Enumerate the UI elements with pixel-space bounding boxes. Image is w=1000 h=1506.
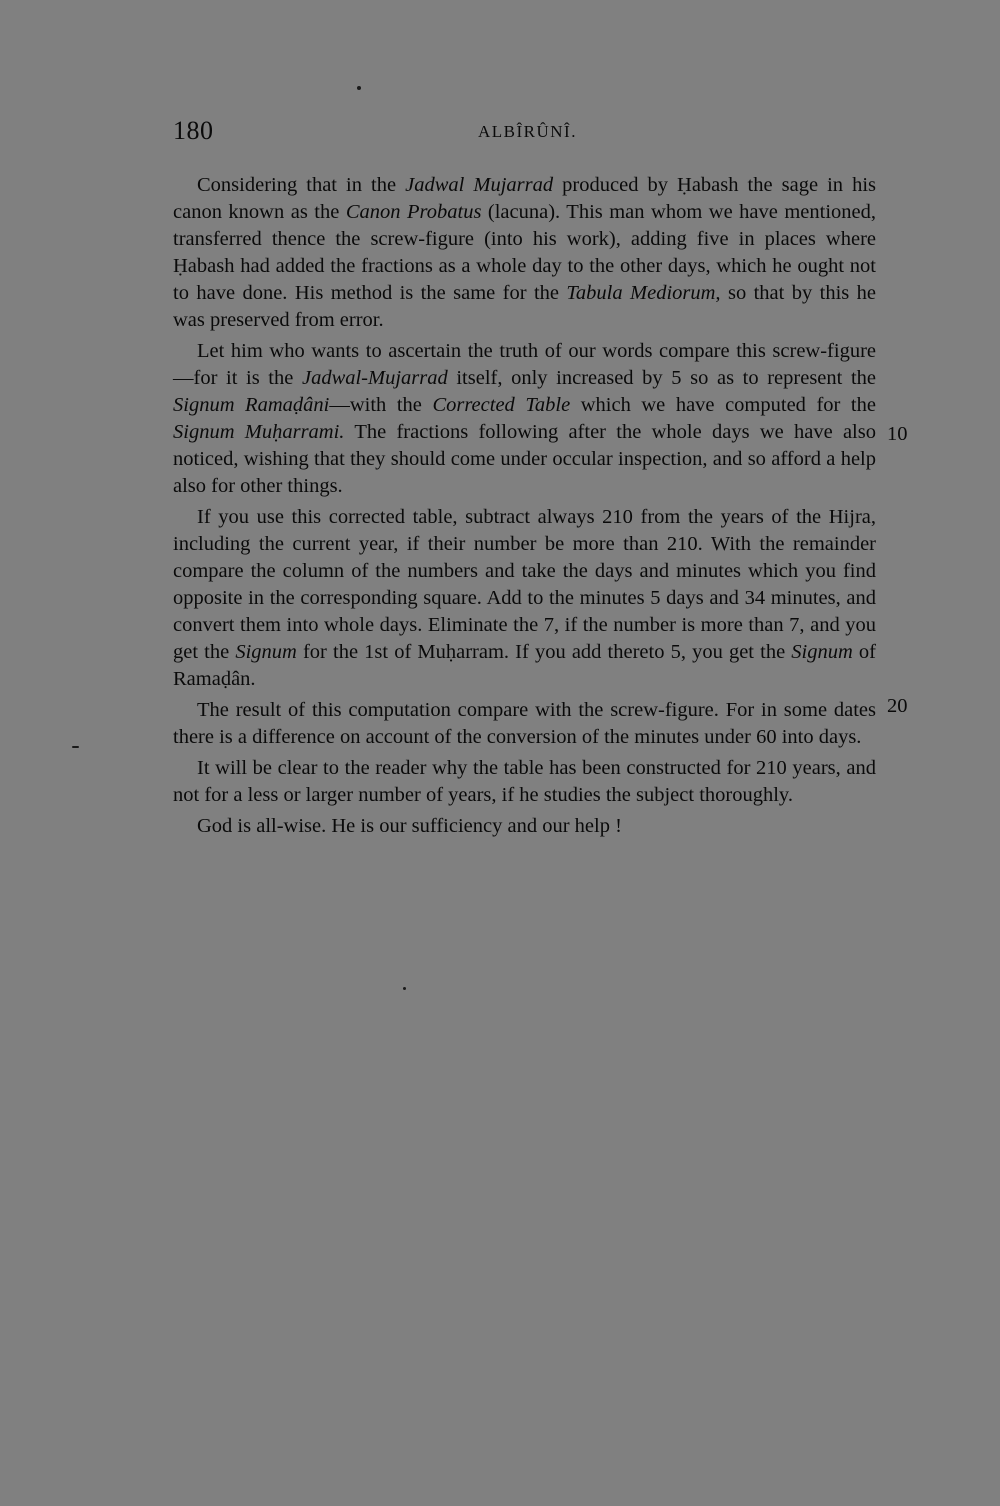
paragraph-2 [173, 338, 876, 500]
text-run: produced by Ḥabash the sage in his canon known as the [173, 174, 877, 223]
scan-speck [357, 86, 361, 90]
page-number: 180 [173, 116, 214, 145]
paragraph-4 [173, 697, 876, 751]
running-title: ALBÎRÛNÎ. [478, 122, 577, 141]
paragraph-5 [173, 755, 876, 809]
text-run: so that by this he was preserved from error. [173, 282, 877, 331]
margin-line-number-20: 20 [887, 695, 908, 717]
italic-text-run: Signum [235, 641, 297, 663]
paragraph-1 [173, 172, 876, 334]
body-text [173, 172, 876, 840]
text-run: —with the [329, 394, 433, 416]
italic-text-run: Signum Ramaḍâni [173, 394, 330, 416]
paragraph-6 [173, 813, 876, 840]
italic-text-run: Tabula Mediorum, [566, 282, 721, 304]
text-run: God is all-wise. He is our sufficiency and our help ! [197, 815, 622, 837]
italic-text-run: Jadwal Mujarrad [405, 174, 554, 196]
italic-text-run: Signum Muḥarrami. [173, 421, 345, 443]
text-run: Considering that in the [197, 174, 406, 196]
text-run: Let him who wants to ascertain the truth of our words compare this screw-figure—for it is the [173, 340, 876, 389]
italic-text-run: Signum [791, 641, 853, 663]
paragraph-3 [173, 504, 876, 693]
text-run: for the 1st of Muḥarram. If you add thereto 5, you get the [296, 641, 792, 663]
scan-speck [72, 746, 79, 748]
italic-text-run: Jadwal-Mujarrad [301, 367, 448, 389]
text-run: which we have computed for the [570, 394, 876, 416]
italic-text-run: Canon Probatus [345, 201, 482, 223]
margin-line-number-10: 10 [887, 423, 908, 445]
text-run: The result of this computation compare with the screw-figure. For in some dates there is a difference on account of the conversion of the minutes under 60 into days. [173, 699, 876, 748]
text-run: (lacuna). This man whom we have mentioned, transferred thence the screw-figure (into his work), adding five in places where Ḥabash had added the fractions as a whole day to the other days, which he ought not to have done. His method is the same for the [173, 201, 876, 304]
text-run: It will be clear to the reader why the table has been constructed for 210 years, and not for a less or larger number of years, if he studies the subject thoroughly. [173, 757, 876, 806]
text-run: of Ramaḍân. [173, 641, 876, 690]
text-run: itself, only increased by 5 so as to represent the [447, 367, 877, 389]
scan-speck [403, 987, 406, 990]
italic-text-run: Corrected Table [432, 394, 571, 416]
text-run: If you use this corrected table, subtract always 210 from the years of the Hijra, including the current year, if their number be more than 210. With the remainder compare the column of the numbers and take the days and minutes which you find opposite in the corresponding square. Add to the minutes 5 days and 34 minutes, and convert them into whole days. Eliminate the 7, if the number is more than 7, and you get the [173, 506, 876, 663]
text-run: The fractions following after the whole days we have also noticed, wishing that they should come under occular inspection, and so afford a help also for other things. [173, 421, 876, 497]
